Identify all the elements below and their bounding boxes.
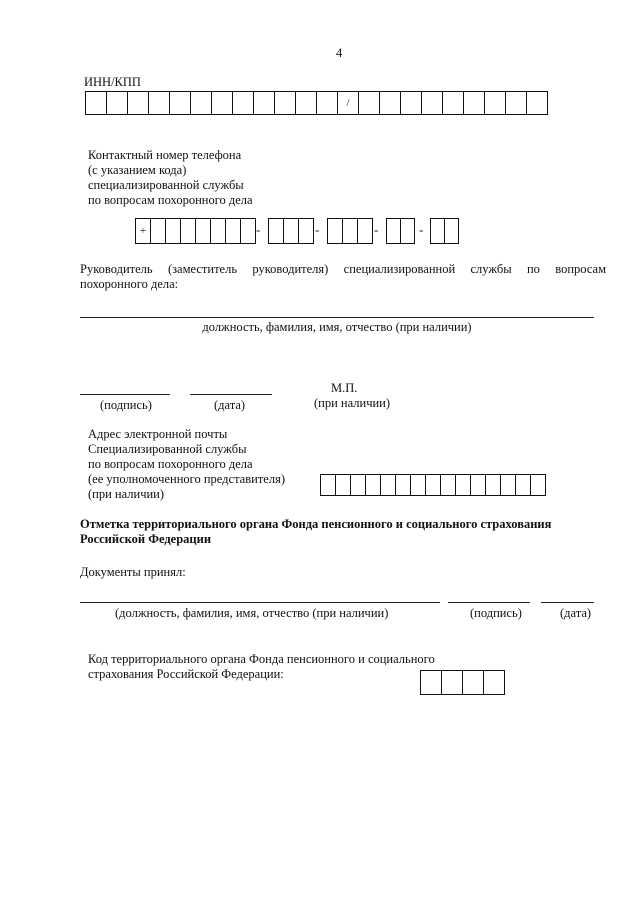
email-cell[interactable] (350, 474, 366, 496)
inn-kpp-cell[interactable] (526, 91, 548, 115)
phone-cell[interactable] (327, 218, 343, 244)
phone-dash: - (374, 222, 379, 237)
inn-kpp-separator-cell (337, 91, 359, 115)
stamp-caption: (при наличии) (314, 396, 391, 410)
phone-plus: + (139, 224, 147, 237)
email-cell[interactable] (335, 474, 351, 496)
accepted-name-line[interactable] (80, 602, 440, 603)
inn-kpp-cell[interactable] (274, 91, 296, 115)
email-cell[interactable] (425, 474, 441, 496)
phone-cell[interactable] (342, 218, 358, 244)
phone-cell[interactable] (225, 218, 241, 244)
phone-label-line: специализированной службы (88, 178, 244, 192)
email-cell[interactable] (470, 474, 486, 496)
page-number: 4 (336, 46, 343, 60)
phone-cell[interactable] (150, 218, 166, 244)
fund-code-cell[interactable] (462, 670, 484, 695)
phone-cell[interactable] (400, 218, 415, 244)
email-cell[interactable] (485, 474, 501, 496)
email-cell[interactable] (500, 474, 516, 496)
fund-mark-title-line2: Российской Федерации (80, 532, 212, 546)
accepted-date-line[interactable] (541, 602, 594, 603)
inn-kpp-cell[interactable] (295, 91, 317, 115)
phone-cell[interactable] (165, 218, 181, 244)
email-label-line: Адрес электронной почты (88, 427, 228, 441)
inn-kpp-cell[interactable] (505, 91, 527, 115)
accepted-signature-line[interactable] (448, 602, 530, 603)
head-caption: должность, фамилия, имя, отчество (при наличии) (202, 320, 472, 334)
inn-kpp-boxes[interactable] (85, 91, 548, 115)
inn-kpp-cell[interactable] (232, 91, 254, 115)
inn-kpp-cell[interactable] (484, 91, 506, 115)
fund-code-cell[interactable] (483, 670, 505, 695)
inn-kpp-cell[interactable] (400, 91, 422, 115)
date-line[interactable] (190, 394, 272, 395)
phone-group-boxes[interactable] (386, 218, 415, 244)
inn-kpp-cell[interactable] (190, 91, 212, 115)
phone-cell[interactable] (386, 218, 401, 244)
signature-caption: (подпись) (100, 398, 152, 412)
head-label-line1: Руководитель (заместитель руководителя) специализированной службы по вопросам (80, 262, 606, 276)
email-cell[interactable] (395, 474, 411, 496)
phone-plus-cell (135, 218, 151, 244)
inn-kpp-cell[interactable] (85, 91, 107, 115)
email-label-line: Специализированной службы (88, 442, 247, 456)
inn-kpp-label: ИНН/КПП (84, 75, 141, 89)
inn-kpp-cell[interactable] (169, 91, 191, 115)
fund-code-label-line: Код территориального органа Фонда пенсионного и социального (88, 652, 435, 666)
phone-cell[interactable] (283, 218, 299, 244)
inn-kpp-cell[interactable] (442, 91, 464, 115)
documents-accepted-label: Документы принял: (80, 565, 186, 579)
accepted-signature-caption: (подпись) (470, 606, 522, 620)
inn-kpp-cell[interactable] (358, 91, 380, 115)
inn-kpp-cell[interactable] (316, 91, 338, 115)
inn-kpp-cell[interactable] (211, 91, 233, 115)
fund-code-label-line: страхования Российской Федерации: (88, 667, 284, 681)
accepted-name-caption: (должность, фамилия, имя, отчество (при наличии) (115, 606, 389, 620)
email-boxes[interactable] (320, 474, 546, 496)
email-cell[interactable] (365, 474, 381, 496)
inn-kpp-cell[interactable] (421, 91, 443, 115)
phone-cell[interactable] (357, 218, 373, 244)
stamp-label: М.П. (331, 381, 358, 395)
phone-dash: - (315, 222, 320, 237)
inn-kpp-cell[interactable] (148, 91, 170, 115)
inn-kpp-separator: / (346, 96, 350, 109)
email-cell[interactable] (410, 474, 426, 496)
inn-kpp-cell[interactable] (379, 91, 401, 115)
email-cell[interactable] (320, 474, 336, 496)
fund-mark-title-line1: Отметка территориального органа Фонда пенсионного и социального страхования (80, 517, 552, 531)
phone-dash: - (419, 222, 424, 237)
inn-kpp-cell[interactable] (463, 91, 485, 115)
inn-kpp-cell[interactable] (106, 91, 128, 115)
phone-cell[interactable] (210, 218, 226, 244)
fund-code-cell[interactable] (441, 670, 463, 695)
email-label-line: (ее уполномоченного представителя) (88, 472, 285, 486)
phone-label-line: Контактный номер телефона (88, 148, 242, 162)
phone-cell[interactable] (298, 218, 314, 244)
email-cell[interactable] (380, 474, 396, 496)
email-label-line: (при наличии) (88, 487, 165, 501)
phone-prefix-boxes[interactable] (327, 218, 373, 244)
fund-code-label (88, 652, 435, 682)
head-signature-line[interactable] (80, 317, 594, 318)
inn-kpp-cell[interactable] (127, 91, 149, 115)
email-label (88, 427, 285, 502)
fund-code-boxes[interactable] (420, 670, 505, 695)
phone-cell[interactable] (180, 218, 196, 244)
accepted-date-caption: (дата) (560, 606, 592, 620)
phone-label-line: по вопросам похоронного дела (88, 193, 253, 207)
phone-label (88, 148, 253, 208)
phone-dash: - (256, 222, 261, 237)
phone-label-line: (с указанием кода) (88, 163, 187, 177)
inn-kpp-cell[interactable] (253, 91, 275, 115)
email-cell[interactable] (530, 474, 546, 496)
head-label-line2: похоронного дела: (80, 277, 179, 291)
phone-group-boxes[interactable] (430, 218, 459, 244)
email-cell[interactable] (440, 474, 456, 496)
fund-code-cell[interactable] (420, 670, 442, 695)
phone-cell[interactable] (268, 218, 284, 244)
email-label-line: по вопросам похоронного дела (88, 457, 253, 471)
signature-line[interactable] (80, 394, 170, 395)
phone-cell[interactable] (430, 218, 445, 244)
date-caption: (дата) (214, 398, 246, 412)
phone-area-code-boxes[interactable] (268, 218, 314, 244)
email-cell[interactable] (455, 474, 471, 496)
phone-cell[interactable] (195, 218, 211, 244)
phone-cell[interactable] (444, 218, 459, 244)
email-cell[interactable] (515, 474, 531, 496)
phone-country-code-boxes[interactable] (135, 218, 256, 244)
phone-cell[interactable] (240, 218, 256, 244)
